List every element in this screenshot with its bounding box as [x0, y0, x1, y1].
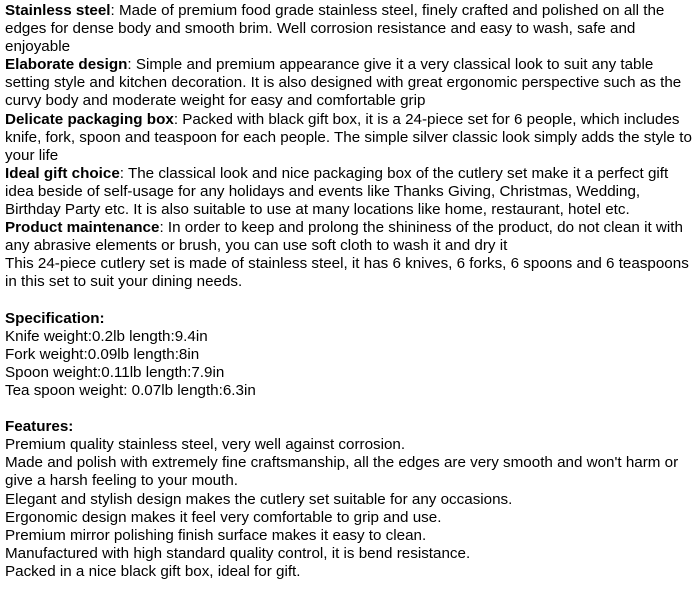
- spec-fork: Fork weight:0.09lb length:8in: [5, 345, 200, 363]
- feature-item: Premium mirror polishing finish surface makes it easy to clean.: [5, 526, 427, 544]
- description-text: : The classical look and nice packaging box of the cutlery set make it a perfect gift idea beside of self-usage for any holidays and events like Thanks Giving, Christmas, Wedding, Birthday Party etc. It is also suitable to use at many locations like home, restaurant, hotel etc.: [5, 164, 669, 219]
- spec-knife: Knife weight:0.2lb length:9.4in: [5, 327, 208, 345]
- feature-item: Packed in a nice black gift box, ideal for gift.: [5, 562, 301, 580]
- description-title: Delicate packaging box: [5, 110, 174, 128]
- description-elaborate-design: [5, 56, 696, 110]
- description-title: Product maintenance: [5, 219, 160, 237]
- description-title: Ideal gift choice: [5, 164, 120, 182]
- description-text: : Made of premium food grade stainless steel, finely crafted and polished on all the edges for dense body and smooth brim. Well corrosion resistance and easy to wash, safe and enjoyable: [5, 2, 665, 56]
- spacer: [5, 400, 696, 418]
- spacer: [5, 292, 696, 310]
- feature-item: Ergonomic design makes it feel very comfortable to grip and use.: [5, 508, 442, 526]
- description-text: : Simple and premium appearance give it a very classical look to suit any table setting style and kitchen decoration. It is also designed with great ergonomic perspective such as the curvy body and moderate weight for easy and comfortable grip: [5, 56, 682, 110]
- feature-item: Elegant and stylish design makes the cutlery set suitable for any occasions.: [5, 490, 513, 508]
- description-stainless-steel: [5, 2, 696, 56]
- description-packaging-box: [5, 111, 696, 165]
- description-gift-choice: [5, 165, 696, 219]
- description-text: : In order to keep and prolong the shininess of the product, do not clean it with any abrasive elements or brush, you can use soft cloth to wash it and dry it: [5, 219, 683, 255]
- features-heading: Features:: [5, 418, 74, 436]
- feature-item: Premium quality stainless steel, very well against corrosion.: [5, 436, 406, 454]
- spec-tea-spoon: Tea spoon weight: 0.07lb length:6.3in: [5, 381, 256, 399]
- feature-item: Made and polish with extremely fine craftsmanship, all the edges are very smooth and won't harm or give a harsh feeling to your mouth.: [5, 454, 679, 490]
- spec-spoon: Spoon weight:0.11lb length:7.9in: [5, 363, 225, 381]
- description-title: Stainless steel: [5, 2, 111, 19]
- specification-heading: Specification:: [5, 309, 105, 327]
- feature-item: Manufactured with high standard quality control, it is bend resistance.: [5, 544, 471, 562]
- summary-text: This 24-piece cutlery set is made of stainless steel, it has 6 knives, 6 forks, 6 spoons and 6 teaspoons in this set to suit your dining needs.: [5, 255, 689, 291]
- description-title: Elaborate design: [5, 56, 128, 74]
- description-text: : Packed with black gift box, it is a 24-piece set for 6 people, which includes knife, fork, spoon and teaspoon for each people. The simple silver classic look simply adds the style to your life: [5, 110, 692, 164]
- description-maintenance: [5, 219, 696, 255]
